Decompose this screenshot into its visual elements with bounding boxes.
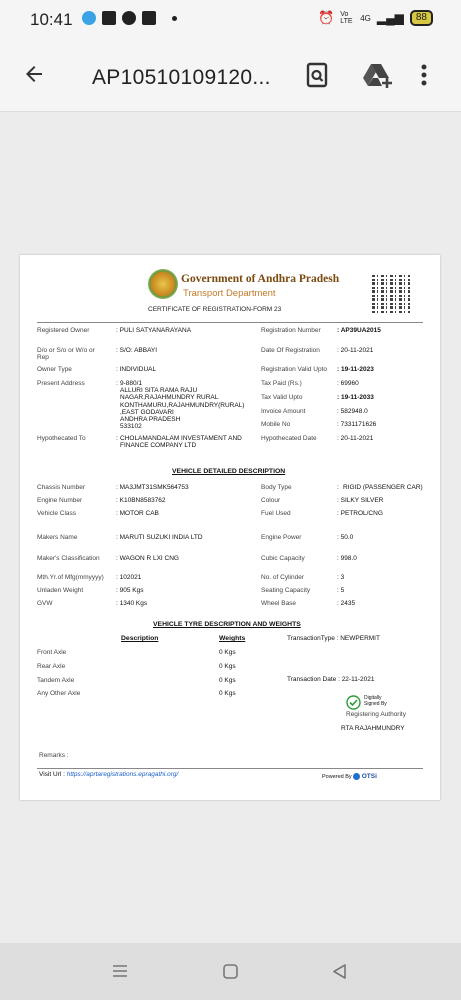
reg-date: 20-11-2021 — [340, 347, 374, 354]
powered-by-label: Powered By — [322, 774, 352, 780]
cylinder-label: No. of Cylinder — [261, 574, 304, 581]
mobile-value: : 7331171626 — [337, 421, 377, 428]
reg-valid-label: Registration Valid Upto — [261, 366, 327, 373]
maker-class-label: Maker's Classification — [37, 555, 100, 562]
app-notification-icon — [82, 11, 96, 25]
tyre-section-heading: VEHICLE TYRE DESCRIPTION AND WEIGHTS — [153, 621, 301, 628]
hypothecated-to-label: Hypothecated To — [37, 435, 86, 442]
reg-date-value: : 20-11-2021 — [337, 347, 374, 354]
network-label: 4G — [360, 13, 371, 23]
gvw-label: GVW — [37, 600, 53, 607]
system-status-icons — [318, 10, 433, 26]
engine-power: 50.0 — [340, 534, 354, 541]
tax-paid-value: : 69960 — [337, 380, 359, 387]
tyre-weight-rear: 0 Kgs — [219, 663, 236, 670]
tyre-weight-front: 0 Kgs — [219, 649, 236, 656]
system-nav-bar — [0, 943, 461, 1000]
tyre-label-rear: Rear Axle — [37, 663, 66, 670]
owner-type-label: Owner Type — [37, 366, 72, 373]
footer-divider — [37, 768, 423, 769]
hypothecated-date-label: Hypothecated Date — [261, 435, 317, 442]
wheel-base: 2435 — [340, 600, 356, 607]
maker-label: Makers Name — [37, 534, 78, 541]
colour-label: Colour — [261, 497, 281, 504]
unladen-label: Unladen Weight — [37, 587, 84, 594]
ap-emblem-logo — [148, 269, 178, 299]
nav-back-icon[interactable] — [331, 963, 348, 985]
seating-label: Seating Capacity — [261, 587, 311, 594]
colour-value: : SILKY SILVER — [337, 497, 384, 504]
hypothecated-to-value: CHOLAMANDALAM INVESTAMENT AND FINANCE COMPANY LTD — [120, 435, 242, 450]
engine-label: Engine Number — [37, 497, 83, 504]
dept-title: Transport Department — [183, 288, 276, 299]
cubic-capacity-label: Cubic Capacity — [261, 555, 305, 562]
back-arrow-icon[interactable] — [22, 62, 46, 90]
tax-valid-value: : 19-11-2033 — [337, 394, 374, 401]
transaction-date: Transaction Date : 22-11-2021 — [287, 676, 375, 683]
more-notifications-dot-icon — [172, 16, 177, 21]
mfg-date: 102021 — [119, 574, 142, 581]
transaction-type-value: NEWPERMIT — [340, 635, 380, 642]
qr-code — [372, 275, 410, 313]
alarm-icon: ⏰ — [318, 10, 335, 25]
battery-level: 88 — [415, 12, 427, 23]
unladen-weight: 905 Kgs — [119, 587, 144, 594]
reg-number-value: : AP39UA2015 — [337, 327, 381, 334]
reg-number: AP39UA2015 — [340, 327, 381, 334]
pdf-page — [20, 255, 440, 800]
tyre-label-front: Front Axle — [37, 649, 67, 656]
mobile-number: 7331171626 — [340, 421, 377, 428]
drive-add-icon[interactable] — [362, 60, 392, 90]
tyre-weight-tandem: 0 Kgs — [219, 677, 236, 684]
visit-url-link[interactable]: https://aprtaregistrations.epragathi.org/ — [66, 771, 179, 778]
reg-valid: 19-11-2023 — [340, 366, 374, 373]
transaction-date-label: Transaction Date — [287, 676, 337, 683]
unladen-value: : 905 Kgs — [116, 587, 144, 594]
tax-valid-label: Tax Valid Upto — [261, 394, 303, 401]
status-bar — [0, 0, 461, 40]
invoice-amount: 582948.0 — [340, 408, 368, 415]
hypothecated-colon: : — [116, 435, 118, 442]
tax-paid-label: Tax Paid (Rs.) — [261, 380, 302, 387]
engine-power-value: : 50.0 — [337, 534, 354, 541]
owner-type: INDIVIDUAL — [119, 366, 157, 373]
otsi-brand: OTSi — [361, 773, 377, 780]
vehicle-class: MOTOR CAB — [119, 510, 159, 517]
colour: SILKY SILVER — [340, 497, 384, 504]
vehicle-section-heading: VEHICLE DETAILED DESCRIPTION — [172, 468, 286, 475]
visit-url-row — [39, 771, 178, 778]
owner-name: PULI SATYANARAYANA — [119, 327, 192, 334]
transaction-type: TransactionType : NEWPERMIT — [287, 635, 380, 642]
owner-value: : PULI SATYANARAYANA — [116, 327, 192, 334]
chassis-value: : MA3JMT31SMK564753 — [116, 484, 189, 491]
otsi-logo-icon — [353, 773, 360, 780]
digitally-signed-text: Digitally Signed By — [364, 695, 387, 707]
transaction-date-value: 22-11-2021 — [341, 676, 375, 683]
fuel-value: : PETROL/CNG — [337, 510, 383, 517]
wheel-base-value: : 2435 — [337, 600, 356, 607]
relation-name: S/O: ABBAYI — [119, 347, 158, 354]
reg-number-label: Registration Number — [261, 327, 321, 334]
tyre-label-other: Any Other Axle — [37, 690, 81, 697]
registering-authority: Registering Authority — [346, 711, 406, 718]
vehicle-class-value: : MOTOR CAB — [116, 510, 159, 517]
owner-type-value: : INDIVIDUAL — [116, 366, 157, 373]
tyre-col-description: Description — [121, 635, 159, 642]
mobile-label: Mobile No — [261, 421, 291, 428]
rta-name: RTA RAJAHMUNDRY — [341, 725, 405, 732]
powered-by — [322, 773, 377, 781]
vehicle-class-label: Vehicle Class — [37, 510, 77, 517]
cylinders: 3 — [340, 574, 345, 581]
home-icon[interactable] — [222, 963, 239, 985]
body-colon: : — [337, 484, 339, 491]
cubic-capacity-value: : 998.0 — [337, 555, 357, 562]
more-vert-icon[interactable] — [418, 60, 448, 90]
invoice-label: Invoice Amount — [261, 408, 306, 415]
body-type-label: Body Type — [261, 484, 292, 491]
mfg-value: : 102021 — [116, 574, 142, 581]
visit-url-label: Visit Url : — [39, 771, 65, 778]
status-time: 10:41 — [30, 10, 73, 29]
youtube-icon — [102, 11, 116, 25]
document-search-icon[interactable] — [302, 60, 332, 90]
volte-label: Vo LTE — [340, 11, 353, 25]
body-type-value: RIGID (PASSENGER CAR) — [343, 484, 423, 491]
maker-class-value: : WAGON R LXI CNG — [116, 555, 179, 562]
fuel-label: Fuel Used — [261, 510, 291, 517]
address-label: Present Address — [37, 380, 85, 387]
tax-valid: 19-11-2033 — [340, 394, 374, 401]
notification-icons — [82, 11, 177, 25]
tyre-col-weights: Weights — [219, 635, 246, 642]
gvw-value: : 1340 Kgs — [116, 600, 148, 607]
gvw: 1340 Kgs — [119, 600, 148, 607]
signal-icon: ▂▄▆ — [376, 11, 404, 25]
relation-label: D/o or S/o or W/o or Rep — [37, 347, 95, 362]
document-title: AP10510109120... — [92, 66, 271, 89]
gov-title: Government of Andhra Pradesh — [181, 273, 340, 285]
owner-label: Registered Owner — [37, 327, 90, 334]
cubic-capacity: 998.0 — [340, 555, 357, 562]
remarks-label: Remarks : — [39, 752, 69, 759]
tyre-weight-other: 0 Kgs — [219, 690, 236, 697]
relation-value: : S/O: ABBAYI — [116, 347, 158, 354]
engine-power-label: Engine Power — [261, 534, 302, 541]
app-bar — [0, 40, 461, 112]
fuel: PETROL/CNG — [340, 510, 383, 517]
tyre-label-tandem: Tandem Axle — [37, 677, 75, 684]
hypothecated-date: 20-11-2021 — [340, 435, 374, 442]
maker-name: MARUTI SUZUKI INDIA LTD — [119, 534, 203, 541]
seating: 5 — [340, 587, 345, 594]
maker-class: WAGON R LXI CNG — [119, 555, 179, 562]
gallery-icon — [142, 11, 156, 25]
divider — [37, 322, 423, 323]
maker-value: : MARUTI SUZUKI INDIA LTD — [116, 534, 203, 541]
certificate-title: CERTIFICATE OF REGISTRATION-FORM 23 — [148, 306, 282, 313]
seating-value: : 5 — [337, 587, 345, 594]
engine-number: K10BN8583762 — [119, 497, 166, 504]
address-value: 9-880/1 ALLURI SITA RAMA RAJU NAGAR,RAJAHMUNDRY RURAL KONTHAMURU,RAJAHMUNDRY(RURAL) ,EAST GODAVARI ANDHRA PRADESH 533102 — [120, 380, 245, 431]
transaction-type-label: TransactionType — [287, 635, 335, 642]
record-icon — [122, 11, 136, 25]
address-colon: : — [116, 380, 118, 387]
cylinder-value: : 3 — [337, 574, 345, 581]
mfg-label: Mth.Yr.of Mfg(mmyyyy) — [37, 574, 104, 581]
battery-icon — [410, 10, 433, 26]
chassis-label: Chassis Number — [37, 484, 86, 491]
invoice-value: : 582948.0 — [337, 408, 368, 415]
reg-date-label: Date Of Registration — [261, 347, 320, 354]
chassis-number: MA3JMT31SMK564753 — [119, 484, 189, 491]
engine-value: : K10BN8583762 — [116, 497, 166, 504]
tax-paid: 69960 — [340, 380, 359, 387]
reg-valid-value: : 19-11-2023 — [337, 366, 374, 373]
hypothecated-date-value: : 20-11-2021 — [337, 435, 374, 442]
recent-apps-icon[interactable] — [112, 963, 128, 984]
wheel-base-label: Wheel Base — [261, 600, 297, 607]
